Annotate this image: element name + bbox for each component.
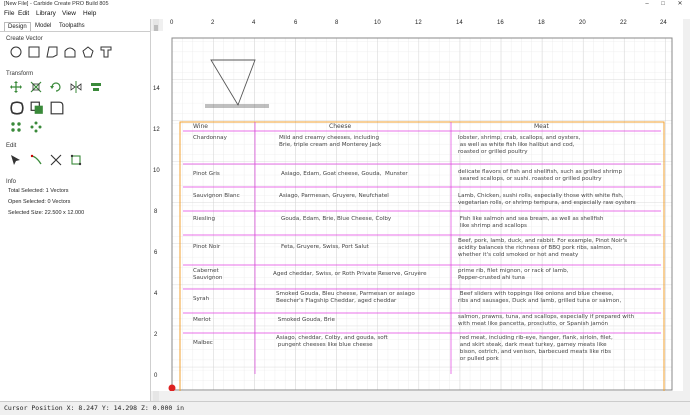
- info-header: Info: [6, 179, 17, 185]
- meat-cell: Fish like salmon and sea bream, as well as shellfish like shrimp and scallops: [459, 216, 604, 229]
- ruler-left-label: 14: [153, 86, 160, 92]
- meat-cell: salmon, prawns, tuna, and scallops, especially if prepared with with meat like pancetta, prosciutto, or Spanish jamón: [458, 314, 635, 327]
- mirror-icon[interactable]: [70, 81, 82, 93]
- ruler-top-label: 4: [252, 20, 256, 26]
- design-canvas[interactable]: [163, 31, 683, 391]
- tab-divider: [0, 31, 150, 32]
- total-selected: Total Selected: 1 Vectors: [8, 188, 69, 194]
- table-header-meat: Meat: [534, 123, 549, 130]
- cheese-cell: Asiago, Parmesan, Gruyere, Neufchatel: [279, 193, 389, 199]
- ruler-top-label: 0: [170, 20, 174, 26]
- cursor-position: Cursor Position X: 8.247 Y: 14.298 Z: 0.000 in: [4, 404, 185, 412]
- wine-cell: Merlot: [193, 317, 211, 323]
- join-icon[interactable]: [70, 154, 82, 166]
- ruler-top-label: 8: [335, 20, 339, 26]
- close-button[interactable]: ✕: [677, 1, 683, 7]
- cheese-cell: Smoked Gouda, Brie: [276, 317, 335, 323]
- array-icon[interactable]: [10, 121, 22, 133]
- ruler-left-label: 2: [154, 332, 158, 338]
- cheese-cell: Aged cheddar, Swiss, or Roth Private Reserve, Gruyère: [273, 271, 427, 277]
- move-icon[interactable]: [10, 81, 22, 93]
- ruler-top-label: 18: [538, 20, 545, 26]
- open-selected: Open Selected: 0 Vectors: [8, 199, 71, 205]
- polygon-icon[interactable]: [46, 46, 58, 58]
- ruler-left-label: 8: [154, 209, 158, 215]
- cheese-cell: Asiago, cheddar, Colby, and gouda, soft pungent cheeses like blue cheese: [276, 335, 388, 348]
- cheese-cell: Asiago, Edam, Goat cheese, Gouda, Munster: [281, 171, 408, 177]
- table-header-cheese: Cheese: [329, 123, 352, 130]
- ruler-top-label: 10: [374, 20, 381, 26]
- ruler-top-label: 12: [415, 20, 422, 26]
- fillet-icon[interactable]: [50, 101, 64, 115]
- align-icon[interactable]: [90, 81, 102, 93]
- ruler-top-label: 20: [579, 20, 586, 26]
- menu-edit[interactable]: Edit: [18, 10, 30, 17]
- wine-cell: Pinot Noir: [193, 244, 221, 250]
- cheese-cell: Smoked Gouda, Bleu cheese, Parmesan or asiago Beecher's Flagship Cheddar, aged cheddar: [276, 291, 415, 304]
- menu-bar: [0, 9, 690, 19]
- wine-cell: Syrah: [193, 296, 210, 302]
- ruler-left-label: 6: [154, 250, 158, 256]
- create-vector-header: Create Vector: [6, 36, 43, 42]
- transform-header: Transform: [6, 71, 34, 77]
- window-title: [New File] - Carbide Create PRO Build 805: [4, 1, 109, 7]
- wine-cell: Chardonnay: [193, 135, 227, 141]
- wine-cell: Riesling: [193, 216, 216, 222]
- table-header-wine: Wine: [193, 123, 208, 130]
- menu-file[interactable]: File: [4, 10, 15, 17]
- rectangle-icon[interactable]: [28, 46, 40, 58]
- ruler-left-label: 4: [154, 291, 158, 297]
- cheese-cell: Gouda, Edam, Brie, Blue Cheese, Colby: [281, 216, 392, 222]
- ruler-top-label: 16: [497, 20, 504, 26]
- meat-cell: prime rib, filet mignon, or rack of lamb, Pepper-crusted ahi tuna: [458, 268, 569, 281]
- meat-cell: red meat, including rib-eye, hanger, flank, sirloin, filet, and skirt steak, dark meat turkey, gamey meats like bison, ostrich, and venison, barbecued meats like ribs or pulled pork: [459, 335, 613, 362]
- wine-cell: Cabernet Sauvignon: [193, 268, 223, 281]
- selected-size: Selected Size: 22.500 x 12.000: [8, 210, 85, 216]
- ruler-left-label: 0: [154, 373, 158, 379]
- curve-icon[interactable]: [64, 46, 76, 58]
- node-edit-icon[interactable]: [10, 154, 22, 166]
- pentagon-icon[interactable]: [82, 46, 94, 58]
- cheese-cell: Feta, Gruyere, Swiss, Port Salut: [281, 244, 369, 250]
- offset-icon[interactable]: [10, 101, 24, 115]
- trim-icon[interactable]: [30, 154, 42, 166]
- ruler-left-label: 10: [153, 168, 160, 174]
- meat-cell: lobster, shrimp, crab, scallops, and oysters, as well as white fish like halibut and cod, roasted or grilled poultry: [458, 135, 581, 155]
- scale-icon[interactable]: [30, 81, 42, 93]
- status-bar: [0, 401, 690, 415]
- meat-cell: Beef, pork, lamb, duck, and rabbit. For example, Pinot Noir's acidity balances the richness of BBQ pork ribs, salmon, whether it's cold smoked or hot and meaty: [458, 238, 628, 258]
- rotate-icon[interactable]: [50, 81, 62, 93]
- menu-help[interactable]: Help: [83, 10, 97, 17]
- menu-view[interactable]: View: [62, 10, 76, 17]
- meat-cell: Lamb, Chicken, sushi rolls, especially those with white fish, vegetarian rolls, or shrimp tempura, and especially raw oysters: [458, 193, 636, 206]
- design-panel: [0, 19, 151, 401]
- ruler-top-label: 2: [211, 20, 215, 26]
- tab-toolpaths[interactable]: Toolpaths: [59, 23, 85, 29]
- circular-array-icon[interactable]: [30, 121, 42, 133]
- boolean-icon[interactable]: [30, 101, 44, 115]
- wine-cell: Malbec: [193, 340, 213, 346]
- ruler-left-label: 12: [153, 127, 160, 133]
- minimize-button[interactable]: –: [645, 1, 649, 7]
- tab-model[interactable]: Model: [35, 23, 52, 29]
- edit-header: Edit: [6, 143, 17, 149]
- circle-icon[interactable]: [10, 46, 22, 58]
- meat-cell: delicate flavors of fish and shellfish, such as grilled shrimp seared scallops, or sushi. roasted or grilled poultry: [458, 169, 623, 182]
- tab-design[interactable]: Design: [4, 22, 31, 31]
- cheese-cell: Mild and creamy cheeses, including Brie, triple cream and Monterey Jack: [279, 135, 382, 148]
- ruler-top-label: 6: [294, 20, 298, 26]
- wine-cell: Pinot Gris: [193, 171, 220, 177]
- wine-cell: Sauvignon Blanc: [193, 193, 240, 199]
- ruler-top-label: 24: [660, 20, 667, 26]
- meat-cell: Beef sliders with toppings like onions and blue cheese, ribs and sausages, Duck and lamb, grilled tuna or salmon,: [458, 291, 622, 304]
- ruler-top-label: 14: [456, 20, 463, 26]
- cut-icon[interactable]: [50, 154, 62, 166]
- title-bar: [0, 0, 690, 9]
- text-icon[interactable]: [100, 46, 112, 58]
- maximize-button[interactable]: □: [661, 1, 665, 7]
- ruler-top-label: 22: [620, 20, 627, 26]
- menu-library[interactable]: Library: [36, 10, 56, 17]
